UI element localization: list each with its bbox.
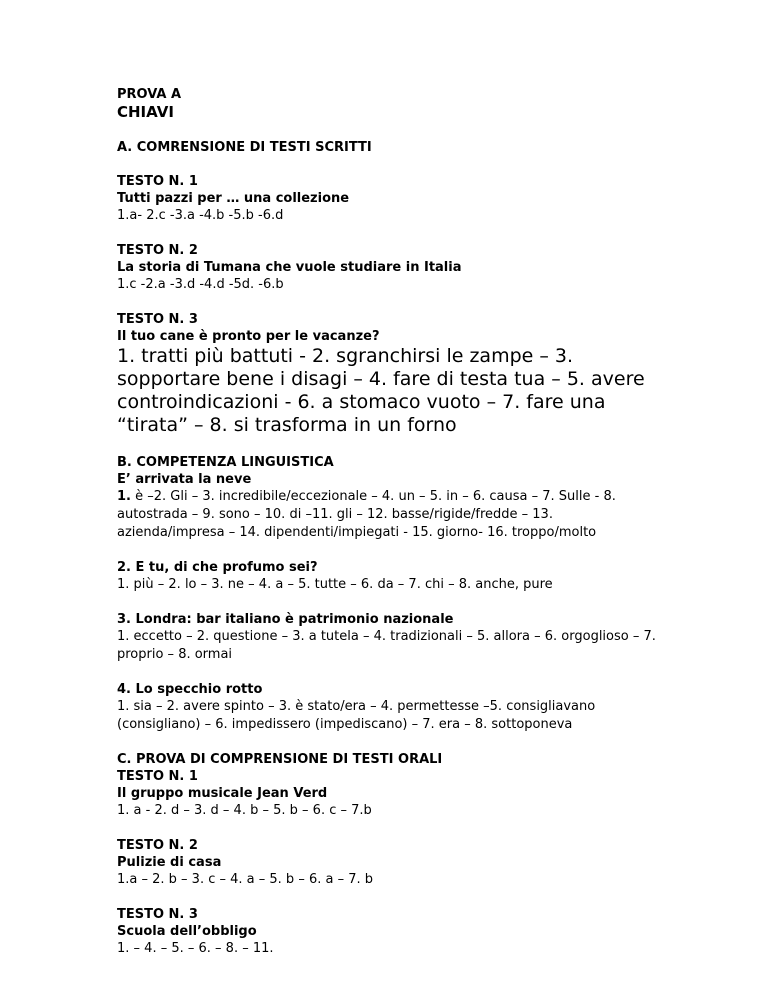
section-c-testo-1 bbox=[117, 768, 658, 820]
section-a-title: A. COMRENSIONE DI TESTI SCRITTI bbox=[117, 140, 372, 155]
prova-label: PROVA A bbox=[117, 87, 182, 102]
testo-label: TESTO N. 3 bbox=[117, 907, 198, 922]
testo-subtitle: Tutti pazzi per … una collezione bbox=[117, 191, 350, 206]
section-b-item-1 bbox=[117, 471, 658, 542]
testo-answers: 1. tratti più battuti - 2. sgranchirsi le zampe – 3. sopportare bene i disagi – 4. fare di testa tua – 5. avere controindicazioni - 6. a stomaco vuoto – 7. fare una “tirata” – 8. si trasforma in un forno bbox=[117, 345, 645, 436]
item-subtitle: 2. E tu, di che profumo sei? bbox=[117, 560, 318, 575]
section-a-testo-3 bbox=[117, 311, 658, 437]
testo-subtitle: Il gruppo musicale Jean Verd bbox=[117, 786, 328, 801]
testo-subtitle: Il tuo cane è pronto per le vacanze? bbox=[117, 329, 380, 344]
testo-answers: 1. a - 2. d – 3. d – 4. b – 5. b – 6. c – 7.b bbox=[117, 803, 372, 818]
item-subtitle: E’ arrivata la neve bbox=[117, 472, 252, 487]
item-answers: 1. sia – 2. avere spinto – 3. è stato/era – 4. permettesse –5. consigliavano (consigliano) – 6. impedissero (impediscano) – 7. era – 8. sottoponeva bbox=[117, 699, 596, 732]
item-number: 1. bbox=[117, 489, 131, 504]
testo-answers: 1. – 4. – 5. – 6. – 8. – 11. bbox=[117, 941, 274, 956]
item-answers: 1. eccetto – 2. questione – 3. a tutela – 4. tradizionali – 5. allora – 6. orgoglioso – 7. proprio – 8. ormai bbox=[117, 629, 656, 662]
item-subtitle: 3. Londra: bar italiano è patrimonio nazionale bbox=[117, 612, 454, 627]
testo-answers: 1.a – 2. b – 3. c – 4. a – 5. b – 6. a – 7. b bbox=[117, 872, 374, 887]
section-a-testo-1 bbox=[117, 173, 658, 225]
testo-answers: 1.a- 2.c -3.a -4.b -5.b -6.d bbox=[117, 208, 284, 223]
item-answers bbox=[117, 488, 658, 542]
section-c-title: C. PROVA DI COMPRENSIONE DI TESTI ORALI bbox=[117, 752, 443, 767]
chiavi-title: CHIAVI bbox=[117, 103, 174, 121]
section-b-item-2 bbox=[117, 559, 658, 594]
testo-label: TESTO N. 2 bbox=[117, 243, 198, 258]
testo-answers: 1.c -2.a -3.d -4.d -5d. -6.b bbox=[117, 277, 284, 292]
testo-subtitle: Pulizie di casa bbox=[117, 855, 222, 870]
section-a-testo-2 bbox=[117, 242, 658, 294]
testo-label: TESTO N. 2 bbox=[117, 838, 198, 853]
section-b-item-3 bbox=[117, 611, 658, 664]
section-b-title: B. COMPETENZA LINGUISTICA bbox=[117, 455, 334, 470]
testo-subtitle: La storia di Tumana che vuole studiare in Italia bbox=[117, 260, 462, 275]
section-b-item-4 bbox=[117, 681, 658, 734]
item-answers-text: è –2. Gli – 3. incredibile/eccezionale – 4. un – 5. in – 6. causa – 7. Sulle - 8. autostrada – 9. sono – 10. di –11. gli – 12. basse/rigide/fredde – 13. azienda/impresa – 14. dipendenti/impiegati - 15. giorno- 16. troppo/molto bbox=[117, 489, 616, 540]
item-answers: 1. più – 2. lo – 3. ne – 4. a – 5. tutte – 6. da – 7. chi – 8. anche, pure bbox=[117, 577, 553, 592]
section-c-testo-3 bbox=[117, 906, 658, 958]
testo-label: TESTO N. 1 bbox=[117, 769, 198, 784]
testo-subtitle: Scuola dell’obbligo bbox=[117, 924, 257, 939]
item-subtitle: 4. Lo specchio rotto bbox=[117, 682, 263, 697]
testo-label: TESTO N. 1 bbox=[117, 174, 198, 189]
section-c-testo-2 bbox=[117, 837, 658, 889]
testo-label: TESTO N. 3 bbox=[117, 312, 198, 327]
